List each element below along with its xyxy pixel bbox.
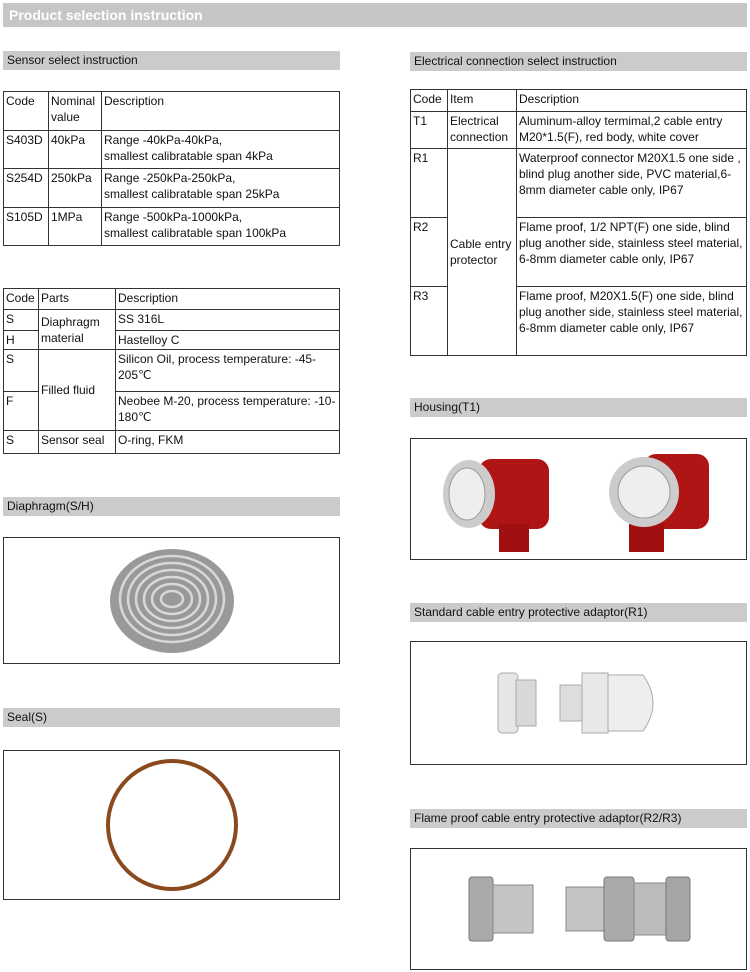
code: S [4, 431, 39, 454]
sensor-section-header: Sensor select instruction [3, 51, 340, 70]
description [102, 131, 340, 169]
header-description: Description [102, 92, 340, 131]
housing-front-image [599, 444, 719, 554]
description [102, 169, 340, 208]
parts: Diaphragm material [39, 310, 116, 350]
code: R1 [411, 149, 448, 218]
housing-image-box [410, 438, 747, 560]
nominal: 40kPa [49, 131, 102, 169]
header-code: Code [4, 92, 49, 131]
code: S254D [4, 169, 49, 208]
parts: Filled fluid [39, 350, 116, 431]
header-description: Description [517, 90, 747, 112]
nominal: 1MPa [49, 208, 102, 246]
span: smallest calibratable span 4kPa [104, 149, 273, 163]
item: Electrical connection [448, 112, 517, 149]
blind-plug-image [490, 668, 540, 738]
flame-proof-plug-image [464, 869, 544, 949]
table-row [4, 208, 340, 246]
span: smallest calibratable span 100kPa [104, 226, 287, 240]
item: Cable entry protector [448, 149, 517, 356]
table-row [4, 310, 340, 331]
sensor-range-table [3, 91, 340, 246]
table-row [411, 112, 747, 149]
diaphragm-image [107, 546, 237, 656]
page-title: Product selection instruction [3, 3, 747, 27]
table-row [411, 149, 747, 218]
code: T1 [411, 112, 448, 149]
r1-section-header: Standard cable entry protective adaptor(R1) [410, 603, 747, 622]
header-code: Code [4, 289, 39, 310]
header-parts: Parts [39, 289, 116, 310]
electrical-section-header: Electrical connection select instruction [410, 52, 747, 71]
table-row [4, 350, 340, 392]
table-row [4, 431, 340, 454]
table-row [4, 169, 340, 208]
description: Hastelloy C [116, 331, 340, 350]
parts: Sensor seal [39, 431, 116, 454]
code: R2 [411, 218, 448, 287]
nominal: 250kPa [49, 169, 102, 208]
diaphragm-section-header: Diaphragm(S/H) [3, 497, 340, 516]
sensor-parts-table [3, 288, 340, 454]
code: H [4, 331, 39, 350]
description [102, 208, 340, 246]
code: R3 [411, 287, 448, 356]
waterproof-connector-image [558, 663, 668, 743]
code: S [4, 350, 39, 392]
span: smallest calibratable span 25kPa [104, 187, 280, 201]
code: S [4, 310, 39, 331]
housing-section-header: Housing(T1) [410, 398, 747, 417]
description: Silicon Oil, process temperature: -45-205℃ [116, 350, 340, 392]
seal-section-header: Seal(S) [3, 708, 340, 727]
r23-section-header: Flame proof cable entry protective adaptor(R2/R3) [410, 809, 747, 828]
range: Range -500kPa-1000kPa, [104, 210, 243, 224]
description: Waterproof connector M20X1.5 one side , blind plug another side, PVC material,6-8mm diameter cable only, IP67 [517, 149, 747, 218]
electrical-table [410, 89, 747, 356]
r1-image-box [410, 641, 747, 765]
diaphragm-image-box [3, 537, 340, 664]
description: SS 316L [116, 310, 340, 331]
code: S105D [4, 208, 49, 246]
range: Range -40kPa-40kPa, [104, 133, 223, 147]
seal-image-box [3, 750, 340, 900]
description: Aluminum-alloy termimal,2 cable entry M20*1.5(F), red body, white cover [517, 112, 747, 149]
description: Neobee M-20, process temperature: -10-180℃ [116, 392, 340, 431]
header-code: Code [411, 90, 448, 112]
header-description: Description [116, 289, 340, 310]
description: Flame proof, 1/2 NPT(F) one side, blind plug another side, stainless steel material, 6-8mm diameter cable only, IP67 [517, 218, 747, 287]
header-nominal: Nominal value [49, 92, 102, 131]
description: Flame proof, M20X1.5(F) one side, blind plug another side, stainless steel material, 6-8mm diameter cable only, IP67 [517, 287, 747, 356]
o-ring-image [102, 755, 242, 895]
code: F [4, 392, 39, 431]
code: S403D [4, 131, 49, 169]
housing-side-image [439, 444, 559, 554]
table-row [4, 131, 340, 169]
header-item: Item [448, 90, 517, 112]
flame-proof-connector-image [564, 869, 694, 949]
description: O-ring, FKM [116, 431, 340, 454]
range: Range -250kPa-250kPa, [104, 171, 236, 185]
r23-image-box [410, 848, 747, 970]
